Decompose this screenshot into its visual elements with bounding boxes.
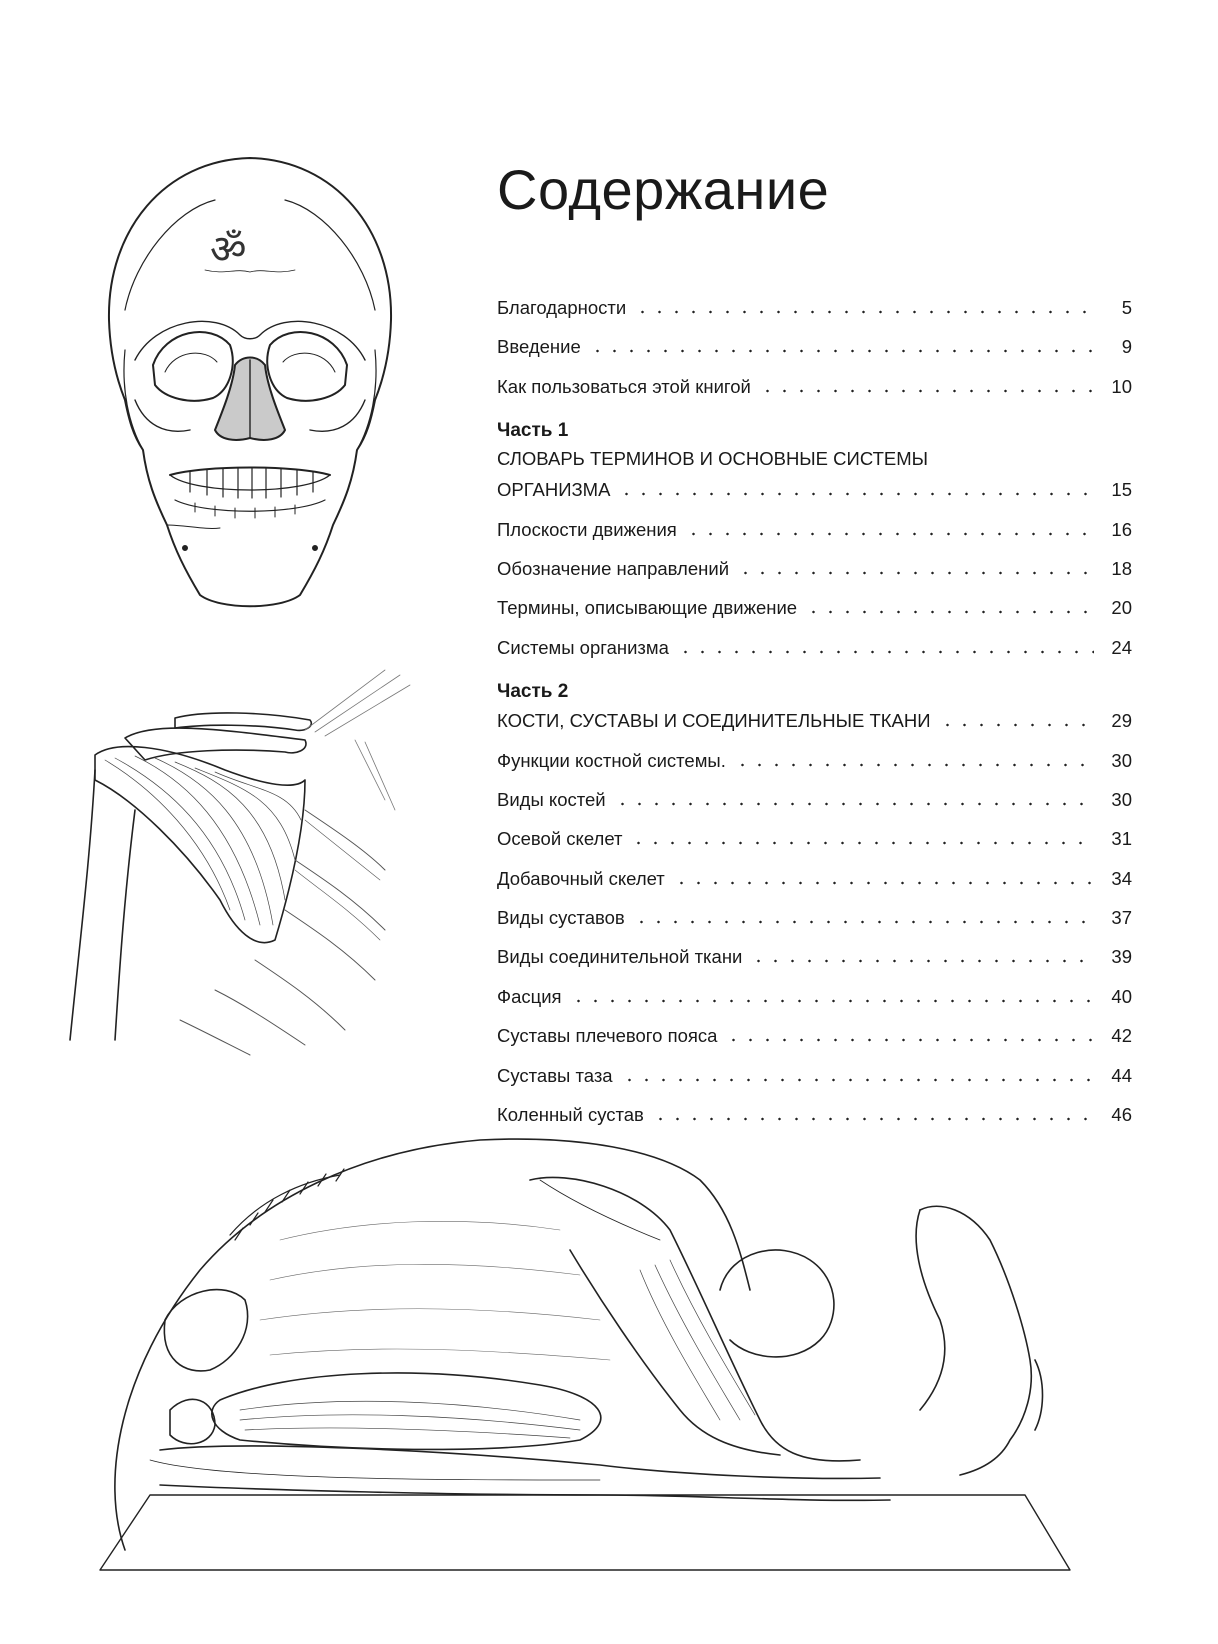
dot-leader: [737, 556, 1094, 576]
dot-leader: [759, 374, 1094, 394]
dot-leader: [633, 905, 1094, 925]
dot-leader: [805, 595, 1094, 615]
part-title: Часть 2: [497, 681, 569, 703]
toc-entry[interactable]: [497, 594, 1132, 633]
toc-entry-page: 5: [1121, 297, 1132, 318]
dot-leader: [652, 1102, 1094, 1122]
toc-entry-page: 9: [1121, 336, 1132, 358]
toc-entry[interactable]: [497, 294, 1132, 333]
toc-entry-label: Виды костей: [497, 788, 606, 810]
toc-entry-label: Коленный сустав: [497, 1104, 644, 1126]
part-heading-line2: ОРГАНИЗМА: [497, 479, 611, 501]
third-eye-chakra-icon: ॐ: [210, 227, 247, 273]
part-heading-line2: КОСТИ, СУСТАВЫ И СОЕДИНИТЕЛЬНЫЕ ТКАНИ: [497, 710, 931, 732]
toc-entry-page: 39: [1111, 946, 1132, 968]
toc-entry[interactable]: [497, 333, 1132, 372]
skull-illustration: [95, 150, 405, 620]
toc-entry[interactable]: [497, 516, 1132, 555]
dot-leader: [589, 334, 1094, 354]
toc-entry-label: Термины, описывающие движение: [497, 597, 798, 619]
toc-entry-label: Плоскости движения: [497, 518, 677, 540]
toc-entry-label: Виды соединительной ткани: [497, 946, 743, 968]
toc-entry[interactable]: [497, 983, 1132, 1022]
part-heading-entry[interactable]: [497, 707, 1132, 746]
toc-entry-page: 29: [1111, 710, 1132, 732]
toc-entry-page: 20: [1111, 597, 1132, 619]
toc-entry-label: Благодарности: [497, 297, 627, 318]
toc-entry-page: 34: [1111, 867, 1132, 889]
dot-leader: [750, 944, 1094, 964]
toc-entry[interactable]: [497, 555, 1132, 594]
toc-entry-page: 18: [1111, 557, 1132, 579]
toc-entry-label: Системы организма: [497, 636, 669, 658]
dot-leader: [614, 787, 1094, 807]
dot-leader: [570, 984, 1094, 1004]
toc-entry[interactable]: [497, 943, 1132, 982]
shoulder-illustration: [55, 660, 415, 1060]
toc-entry[interactable]: [497, 373, 1132, 412]
dot-leader: [673, 866, 1094, 886]
dot-leader: [621, 1063, 1094, 1083]
toc-entry[interactable]: [497, 786, 1132, 825]
part-2-block: [497, 679, 1132, 1140]
part-heading-entry[interactable]: [497, 476, 1132, 515]
toc-entry-page: 30: [1111, 749, 1132, 771]
toc-entry-page: 46: [1111, 1104, 1132, 1126]
toc-entry-label: Введение: [497, 336, 581, 358]
toc-entry-label: Как пользоваться этой книгой: [497, 375, 751, 397]
toc-entry-page: 44: [1111, 1064, 1132, 1086]
forward-fold-pose-illustration: [40, 1120, 1100, 1590]
toc-entry[interactable]: [497, 904, 1132, 943]
toc-title: Содержание: [497, 158, 830, 221]
dot-leader: [734, 748, 1094, 768]
part-1-block: [497, 418, 1132, 673]
toc-entry[interactable]: [497, 1022, 1132, 1061]
dot-leader: [630, 826, 1094, 846]
table-of-contents: [497, 150, 1132, 1140]
toc-entry-page: 16: [1111, 518, 1132, 540]
part-heading-line1: СЛОВАРЬ ТЕРМИНОВ И ОСНОВНЫЕ СИСТЕМЫ: [497, 448, 928, 470]
toc-entry-label: Функции костной системы.: [497, 749, 726, 771]
toc-entry-label: Осевой скелет: [497, 828, 623, 850]
toc-entry-label: Добавочный скелет: [497, 867, 665, 889]
toc-entry-page: 30: [1111, 788, 1132, 810]
toc-entry-page: 40: [1111, 985, 1132, 1007]
toc-entry-page: 31: [1111, 828, 1132, 850]
toc-entry[interactable]: [497, 865, 1132, 904]
toc-entry-label: Виды суставов: [497, 907, 625, 929]
dot-leader: [725, 1023, 1094, 1043]
dot-leader: [618, 477, 1094, 497]
toc-entry-label: Фасция: [497, 985, 562, 1007]
dot-leader: [677, 635, 1094, 655]
toc-entry-label: Обозначение направлений: [497, 557, 730, 579]
dot-leader: [634, 295, 1094, 315]
dot-leader: [939, 708, 1094, 728]
toc-entry-page: 24: [1111, 636, 1132, 658]
toc-entry[interactable]: [497, 747, 1132, 786]
toc-entry-page: 10: [1111, 375, 1132, 397]
toc-entry-page: 42: [1111, 1025, 1132, 1047]
toc-entry[interactable]: [497, 1062, 1132, 1101]
toc-entry-label: Суставы таза: [497, 1064, 613, 1086]
toc-entry-page: 37: [1111, 907, 1132, 929]
toc-entry[interactable]: [497, 634, 1132, 673]
toc-entry-label: Суставы плечевого пояса: [497, 1025, 718, 1047]
toc-entry[interactable]: [497, 1101, 1132, 1140]
part-title: Часть 1: [497, 420, 569, 442]
toc-entry-page: 15: [1111, 479, 1132, 501]
dot-leader: [685, 517, 1094, 537]
toc-entry[interactable]: [497, 825, 1132, 864]
